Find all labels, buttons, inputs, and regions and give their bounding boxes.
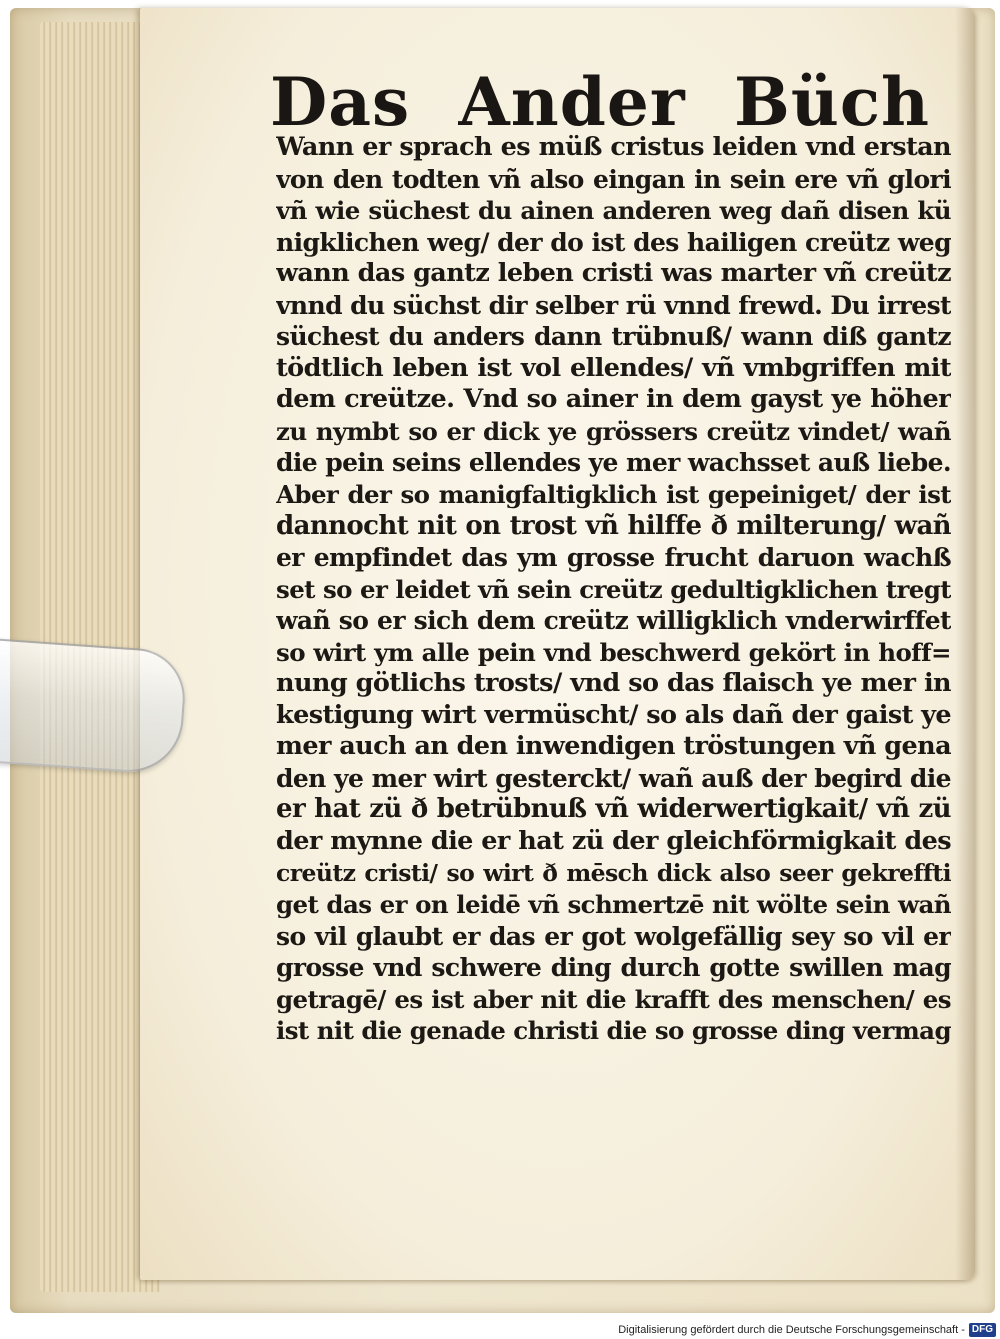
running-header: [270, 62, 930, 142]
text-line: Aber der so manigfaltigklich ist gepeiniget/ der ist: [276, 480, 951, 510]
text-line: getragē/ es ist aber nit die krafft des menschen/ es: [276, 984, 951, 1014]
dfg-logo-icon: DFG: [969, 1323, 996, 1337]
text-line: so wirt ym alle pein vnd beschwerd gekört in hoff=: [276, 637, 951, 667]
text-line: ist nit die genade christi die so grosse ding vermag: [276, 1016, 951, 1046]
text-line: creütz cristi/ so wirt ð mēsch dick also seer gekreffti: [276, 858, 951, 887]
text-line: dem creütze. Vnd so ainer in dem gayst ye höher: [276, 384, 951, 415]
text-line: nigklichen weg/ der do ist des hailigen creütz weg: [276, 227, 951, 257]
text-line: der mynne die er hat zü der gleichförmigkait des: [276, 826, 951, 857]
page-holder-strip: [0, 638, 188, 775]
text-line: den ye mer wirt gesterckt/ wañ auß der begird die: [276, 763, 951, 793]
text-line: nung götlichs trosts/ vnd so das flaisch ye mer in: [276, 668, 951, 699]
text-line: tödtlich leben ist vol ellendes/ vñ vmbgriffen mit: [276, 352, 951, 383]
header-word-ander: Ander: [458, 63, 686, 141]
text-line: wann das gantz leben cristi was marter vñ creütz: [276, 258, 951, 289]
text-line: Wann er sprach es müß cristus leiden vnd erstan: [276, 132, 951, 162]
text-line: wañ so er sich dem creütz willigklich vnderwirffet: [276, 606, 951, 636]
text-line: er empfindet das ym grosse frucht daruon wachß: [276, 543, 951, 573]
funding-credit: Digitalisierung gefördert durch die Deutsche Forschungsgemeinschaft -: [618, 1323, 965, 1336]
digitization-footer: [0, 1320, 1000, 1339]
text-line: grosse vnd schwere ding durch gotte swillen mag: [276, 953, 951, 983]
text-line: get das er on leidē vñ schmertzē nit wölte sein wañ: [276, 890, 951, 920]
text-line: set so er leidet vñ sein creütz gedultigklichen tregt: [276, 574, 951, 604]
text-line: von den todten vñ also eingan in sein ere vñ glori: [276, 164, 951, 194]
header-word-buch: Büch: [734, 63, 930, 141]
text-line: zu nymbt so er dick ye grössers creütz vindet/ wañ: [276, 416, 951, 446]
text-line: so vil glaubt er das er got wolgefällig sey so vil er: [276, 921, 951, 951]
text-line: dannocht nit on trost vñ hilffe ð milterung/ wañ: [276, 510, 951, 541]
body-text: [276, 132, 951, 1047]
text-line: vñ wie süchest du ainen anderen weg dañ disen kü: [276, 196, 951, 226]
header-word-das: Das: [270, 63, 411, 141]
page-gutter-shadow: [955, 8, 975, 1280]
text-line: süchest du anders dann trübnuß/ wann diß gantz: [276, 322, 951, 352]
text-line: er hat zü ð betrübnuß vñ widerwertigkait/ vñ zü: [276, 794, 951, 825]
text-line: mer auch an den inwendigen tröstungen vñ gena: [276, 731, 951, 762]
text-line: vnnd du süchst dir selber rü vnnd frewd. Du irrest: [276, 290, 951, 320]
text-line: die pein seins ellendes ye mer wachsset auß liebe.: [276, 448, 951, 478]
text-line: kestigung wirt vermüscht/ so als dañ der gaist ye: [276, 699, 951, 730]
